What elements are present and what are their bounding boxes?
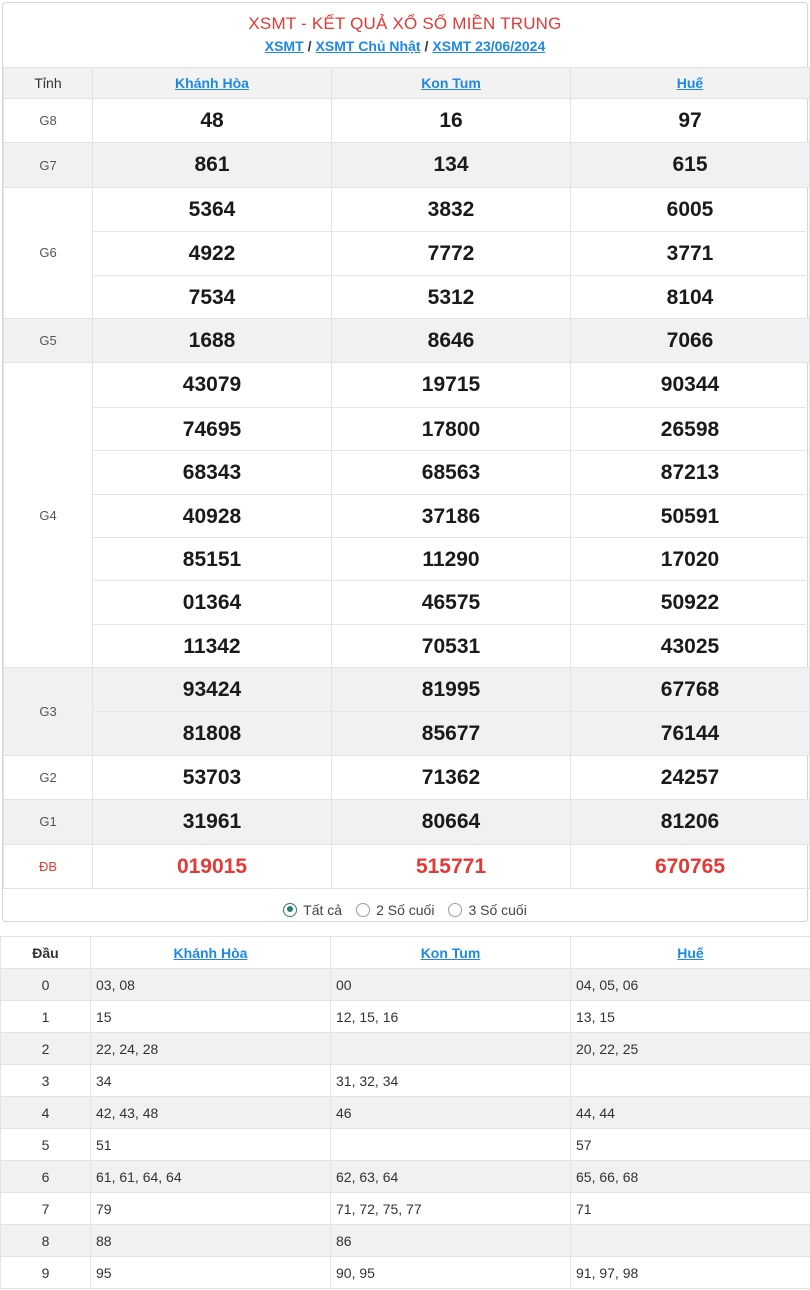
- province-header: [93, 68, 332, 99]
- breadcrumb-link-xsmt[interactable]: XSMT: [264, 38, 304, 54]
- prize-cell: [93, 318, 332, 362]
- filter-option-label: 2 Số cuối: [376, 901, 435, 918]
- prize-number: 81808: [93, 711, 331, 754]
- loto-cell: 71, 72, 75, 77: [331, 1193, 571, 1225]
- loto-cell: [331, 1129, 571, 1161]
- prize-row: [4, 187, 810, 318]
- prize-cell: [571, 99, 810, 143]
- prize-cell: [571, 755, 810, 799]
- loto-row: [1, 1129, 810, 1161]
- prize-number: 16: [439, 109, 463, 132]
- prize-row: [4, 755, 810, 799]
- prize-number: 11342: [93, 624, 331, 667]
- loto-head-digit: 2: [1, 1033, 91, 1065]
- loto-head-digit: 3: [1, 1065, 91, 1097]
- prize-cell: [571, 143, 810, 187]
- prize-number: 4922: [93, 231, 331, 274]
- province-link-khanh-hoa[interactable]: Khánh Hòa: [175, 75, 249, 91]
- province-link-kon-tum[interactable]: Kon Tum: [421, 75, 481, 91]
- prize-number: 81995: [421, 678, 481, 702]
- results-header-row: [4, 68, 810, 99]
- loto-head-digit: 4: [1, 1097, 91, 1129]
- loto-cell: 57: [571, 1129, 810, 1161]
- prize-number: 37186: [332, 494, 570, 537]
- prize-number: 19715: [421, 373, 481, 397]
- loto-cell: 22, 24, 28: [91, 1033, 331, 1065]
- radio-icon[interactable]: [283, 903, 297, 917]
- filter-option-label: Tất cả: [303, 901, 343, 918]
- loto-cell: 15: [91, 1001, 331, 1033]
- prize-cell: [571, 800, 810, 844]
- prize-label: G1: [4, 800, 93, 844]
- loto-cell: 44, 44: [571, 1097, 810, 1129]
- province-header: [91, 937, 331, 969]
- results-header: [3, 3, 807, 67]
- prize-cell: [332, 318, 571, 362]
- province-header: [571, 937, 810, 969]
- loto-cell: 12, 15, 16: [331, 1001, 571, 1033]
- prize-number: 50922: [571, 580, 809, 623]
- prize-label: G2: [4, 755, 93, 799]
- prize-number: 26598: [571, 407, 809, 450]
- prize-number: 01364: [93, 580, 331, 623]
- prize-number: 861: [194, 153, 230, 177]
- results-card: [2, 2, 808, 922]
- prize-cell: [93, 187, 332, 318]
- prize-number: 85151: [93, 537, 331, 580]
- prize-cell: [332, 363, 571, 668]
- prize-number: 17800: [332, 407, 570, 450]
- loto-cell: 86: [331, 1225, 571, 1257]
- prize-number: 85677: [332, 711, 570, 754]
- prize-cell: [332, 143, 571, 187]
- loto-cell: 65, 66, 68: [571, 1161, 810, 1193]
- prize-number: 8646: [427, 328, 475, 352]
- prize-label: G7: [4, 143, 93, 187]
- loto-header-row: [1, 937, 810, 969]
- loto-head-digit: 9: [1, 1257, 91, 1289]
- prize-number: 68343: [93, 450, 331, 493]
- prize-number: 43025: [571, 624, 809, 667]
- loto-cell: 03, 08: [91, 969, 331, 1001]
- prize-number: 70531: [332, 624, 570, 667]
- loto-cell: 91, 97, 98: [571, 1257, 810, 1289]
- loto-row: [1, 1161, 810, 1193]
- prize-number: 74695: [93, 407, 331, 450]
- filter-option-2[interactable]: [448, 902, 526, 918]
- prize-number: 68563: [332, 450, 570, 493]
- special-prize-number: 515771: [415, 854, 487, 878]
- prize-cell: [571, 668, 810, 756]
- prize-number: 7534: [93, 275, 331, 318]
- prize-number: 3771: [571, 231, 809, 274]
- prize-cell: [332, 668, 571, 756]
- loto-cell: 90, 95: [331, 1257, 571, 1289]
- prize-cell: [571, 363, 810, 668]
- loto-province-link-hue[interactable]: Huế: [677, 944, 704, 961]
- prize-number: 80664: [421, 810, 481, 834]
- loto-cell: 61, 61, 64, 64: [91, 1161, 331, 1193]
- prize-number: 93424: [182, 678, 242, 702]
- prize-row: [4, 363, 810, 668]
- prize-number: 3832: [427, 197, 475, 221]
- filter-option-label: 3 Số cuối: [468, 901, 527, 918]
- prize-number: 50591: [571, 494, 809, 537]
- province-header: [331, 937, 571, 969]
- prize-number: 90344: [660, 373, 720, 397]
- prize-number: 43079: [182, 373, 242, 397]
- prize-cell: [571, 318, 810, 362]
- loto-cell: 88: [91, 1225, 331, 1257]
- loto-head-digit: 5: [1, 1129, 91, 1161]
- prize-row: [4, 99, 810, 143]
- prize-row: [4, 318, 810, 362]
- prize-number: 6005: [666, 197, 714, 221]
- breadcrumb-separator: /: [307, 38, 312, 54]
- prize-cell: [332, 755, 571, 799]
- loto-table: [0, 936, 810, 1289]
- breadcrumb-link-weekday[interactable]: XSMT Chủ Nhật: [315, 38, 421, 54]
- loto-row: [1, 1097, 810, 1129]
- radio-icon[interactable]: [356, 903, 370, 917]
- prize-number: 67768: [660, 678, 720, 702]
- loto-head-digit: 8: [1, 1225, 91, 1257]
- loto-row: [1, 1033, 810, 1065]
- prize-row: [4, 668, 810, 756]
- digit-filter: [3, 889, 807, 930]
- loto-province-link-kon-tum[interactable]: Kon Tum: [420, 944, 481, 961]
- prize-cell: [93, 363, 332, 668]
- prize-number: 1688: [188, 328, 236, 352]
- prize-number: 11290: [332, 537, 570, 580]
- prize-number: 97: [678, 109, 702, 132]
- breadcrumb-link-date[interactable]: XSMT 23/06/2024: [432, 38, 546, 54]
- prize-cell: [571, 844, 810, 888]
- prize-cell: [571, 187, 810, 318]
- prize-number: 5312: [332, 275, 570, 318]
- prize-cell: [93, 755, 332, 799]
- prize-row: [4, 800, 810, 844]
- prize-cell: [93, 844, 332, 888]
- prize-number: 40928: [93, 494, 331, 537]
- breadcrumb-separator: /: [424, 38, 429, 54]
- prize-label: G8: [4, 99, 93, 143]
- loto-head-digit: 7: [1, 1193, 91, 1225]
- prize-number: 76144: [571, 711, 809, 754]
- prize-number: 24257: [660, 765, 720, 789]
- prize-cell: [332, 844, 571, 888]
- prize-number: 8104: [571, 275, 809, 318]
- loto-cell: 79: [91, 1193, 331, 1225]
- prize-row: [4, 143, 810, 187]
- prize-number: 7066: [666, 328, 714, 352]
- prize-number: 134: [433, 153, 469, 177]
- results-table: [3, 67, 810, 889]
- loto-cell: [331, 1033, 571, 1065]
- loto-cell: 46: [331, 1097, 571, 1129]
- loto-cell: 00: [331, 969, 571, 1001]
- loto-cell: 62, 63, 64: [331, 1161, 571, 1193]
- loto-card: [0, 936, 810, 1290]
- loto-head-digit: 1: [1, 1001, 91, 1033]
- loto-row: [1, 1001, 810, 1033]
- filter-option-0[interactable]: [283, 902, 342, 918]
- prize-cell: [332, 800, 571, 844]
- prize-number: 48: [200, 109, 224, 132]
- special-prize-number: 670765: [654, 854, 726, 878]
- prize-number: 53703: [182, 765, 242, 789]
- prize-label: G5: [4, 318, 93, 362]
- prize-number: 71362: [421, 765, 481, 789]
- loto-cell: 42, 43, 48: [91, 1097, 331, 1129]
- loto-province-link-khanh-hoa[interactable]: Khánh Hòa: [173, 944, 248, 961]
- province-column-label: Tỉnh: [4, 68, 93, 99]
- loto-cell: 20, 22, 25: [571, 1033, 810, 1065]
- prize-cell: [93, 800, 332, 844]
- prize-row: [4, 844, 810, 888]
- special-prize-number: 019015: [176, 854, 248, 878]
- loto-row: [1, 1193, 810, 1225]
- loto-cell: [571, 1065, 810, 1097]
- prize-label: G4: [4, 363, 93, 668]
- loto-head-digit: 6: [1, 1161, 91, 1193]
- prize-cell: [93, 99, 332, 143]
- prize-number: 31961: [182, 810, 242, 834]
- loto-row: [1, 1225, 810, 1257]
- prize-number: 87213: [571, 450, 809, 493]
- loto-row: [1, 1257, 810, 1289]
- radio-icon[interactable]: [448, 903, 462, 917]
- prize-cell: [93, 668, 332, 756]
- breadcrumb: [3, 38, 807, 54]
- prize-label: ĐB: [4, 844, 93, 888]
- loto-row: [1, 969, 810, 1001]
- loto-cell: 51: [91, 1129, 331, 1161]
- loto-cell: 71: [571, 1193, 810, 1225]
- prize-number: 615: [672, 153, 708, 177]
- prize-label: G6: [4, 187, 93, 318]
- loto-cell: [571, 1225, 810, 1257]
- loto-cell: 34: [91, 1065, 331, 1097]
- loto-cell: 31, 32, 34: [331, 1065, 571, 1097]
- page-title: XSMT - KẾT QUẢ XỔ SỐ MIỀN TRUNG: [248, 14, 562, 33]
- prize-label: G3: [4, 668, 93, 756]
- prize-cell: [332, 99, 571, 143]
- prize-number: 17020: [571, 537, 809, 580]
- loto-head-digit: 0: [1, 969, 91, 1001]
- province-header: [571, 68, 810, 99]
- prize-cell: [332, 187, 571, 318]
- prize-number: 7772: [332, 231, 570, 274]
- prize-cell: [93, 143, 332, 187]
- province-header: [332, 68, 571, 99]
- loto-row: [1, 1065, 810, 1097]
- province-link-hue[interactable]: Huế: [676, 75, 704, 91]
- prize-number: 81206: [660, 810, 720, 834]
- prize-number: 5364: [188, 197, 236, 221]
- prize-number: 46575: [332, 580, 570, 623]
- filter-option-1[interactable]: [356, 902, 434, 918]
- loto-cell: 95: [91, 1257, 331, 1289]
- loto-cell: 04, 05, 06: [571, 969, 810, 1001]
- loto-cell: 13, 15: [571, 1001, 810, 1033]
- head-column-label: Đầu: [1, 937, 91, 969]
